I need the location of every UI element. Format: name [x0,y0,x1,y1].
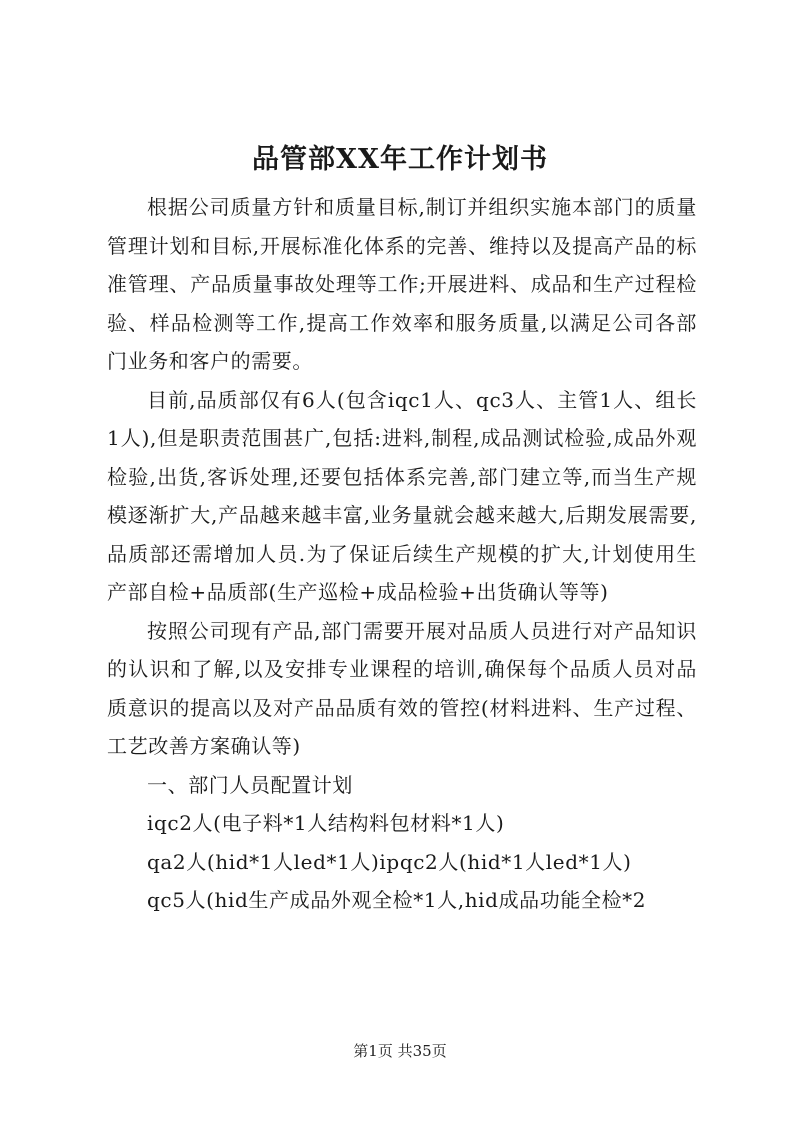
staffing-line-iqc: iqc2人(电子料*1人结构料包材料*1人) [147,811,505,835]
section-heading-staffing-plan: 一、部门人员配置计划 [147,772,353,797]
staffing-line-qa-ipqc: qa2人(hid*1人led*1人)ipqc2人(hid*1人led*1人) [147,849,632,874]
paragraph-training-plan: 按照公司现有产品,部门需要开展对品质人员进行对产品知识的认识和了解,以及安排专业课程的培训,确保每个品质人员对品质意识的提高以及对产品品质有效的管控(材料进料、生产过程、工艺改善方案确认等) [107,618,697,758]
paragraph-current-staffing: 目前,品质部仅有6人(包含iqc1人、qc3人、主管1人、组长1人),但是职责范围甚广,包括:进料,制程,成品测试检验,成品外观检验,出货,客诉处理,还要包括体系完善,部门建立等,而当生产规模逐渐扩大,产品越来越丰富,业务量就会越来越大,后期发展需要,品质部还需增加人员.为了保证后续生产规模的扩大,计划使用生产部自检+品质部(生产巡检+成品检验+出货确认等等) [107,387,697,604]
document-title: 品管部XX年工作计划书 [252,144,548,175]
document-body [107,188,697,920]
staffing-line-qc: qc5人(hid生产成品外观全检*1人,hid成品功能全检*2 [147,888,647,912]
page-number-footer: 第1页 共35页 [353,1042,447,1060]
paragraph-quality-policy: 根据公司质量方针和质量目标,制订并组织实施本部门的质量管理计划和目标,开展标准化体系的完善、维持以及提高产品的标准管理、产品质量事故处理等工作;开展进料、成品和生产过程检验、样品检测等工作,提高工作效率和服务质量,以满足公司各部门业务和客户的需要。 [107,195,697,373]
